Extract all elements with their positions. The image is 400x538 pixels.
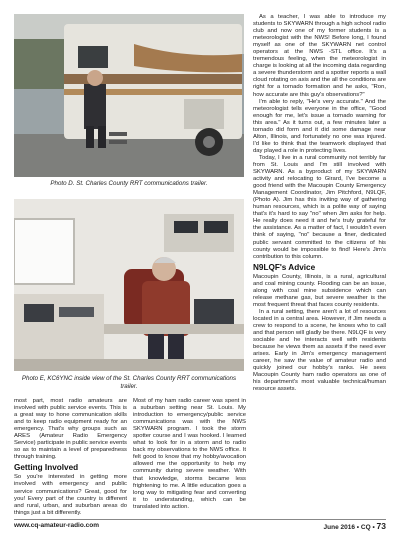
middle-paragraph-1: Most of my ham radio career was spent in a suburban setting near St. Louis. My introduction to emergency/public service communications was with the NWS SKYWARN program. I took the storm spotter course and I was hooked. I learned what to look for in a storm and to radio back my observations to the NWS office. It felt good to know that my hobby/avocation allowed me the opportunity to help my community during severe weather. With that knowledge, storms became less frightening to me. A little education goes a long way to mitigating fear and converting it to understanding, which can be translated into action. [133,398,246,510]
footer-divider [14,519,386,520]
right-paragraph-1: As a teacher, I was able to introduce my students to SKYWARN through a high school radio club and now one of my former students is a meteorologist with the NWS! Before long, I found myself as one of the SKYWARN net control operators at the NWS -STL office. It's a tremendous feeling, when the meteorologist in charge is looking at all the incoming data regarding a severe thunderstorm and a spotter reports a wall cloud rotating on axis and the all the conditions are right for a tornado formation and he asks, "Ron, how accurate are this guy's observations?" [253,14,386,98]
footer-magazine: CQ [360,524,371,531]
page-number: 73 [376,521,386,531]
left-paragraph-1: most part, most radio amateurs are involved with public service events. This is a great way to hone communication skills and to keep radio equipment ready for an emergency. That's why groups such as ARES (Amateur Radio Emergency Service) participate in public service events so as to maintain a level of preparedness through training. [14,398,127,461]
left-paragraph-2: So you're interested in getting more involved with emergency and public service communications? Great, good for you! Every part of the country is different and rural, urban, and suburban areas do things just a bit differently. [14,474,127,516]
left-column [14,398,127,517]
heading-n9lqf-advice: N9LQF's Advice [253,262,316,272]
trailer-exterior-image [14,14,244,177]
footer-date: June 2016 [323,524,355,531]
heading-getting-involved: Getting Involved [14,463,79,473]
right-column [253,14,386,393]
trailer-interior-image [14,199,244,371]
right-paragraph-4: Macoupin County, Illinois, is a rural, agricultural and coal mining county. Flooding can be an issue, along with coal mine subsidence which can release methane gas, but severe weather is the most frequent threat that faces county residents. [253,273,386,308]
photo-e-interior [14,199,244,371]
photo-d-trailer [14,14,244,177]
footer-bullet-1: • [356,524,360,531]
footer-folio [324,521,386,531]
middle-column [133,398,246,511]
right-paragraph-5: In a rural setting, there aren't a lot of resources located in a central area. However, if Jim needs a crew to respond to a scene, he knows who to call and that person will gladly be there. N9LQF is very sociable and he interacts well with residents because he views them as assets if the need ever arises. Early in Jim's emergency management career, he saw the value of amateur radio and quickly joined our hobby's ranks. He sees Macoupin County ham radio operators as one of his department's most valuable technical/human resource assets. [253,308,386,393]
photo-d-caption: Photo D. St. Charles County RRT communications trailer. [50,180,208,187]
footer-website-link[interactable]: www.cq-amateur-radio.com [14,522,99,529]
photo-e-caption: Photo E, KC6YNC inside view of the St. Charles County RRT communications trailer. [21,375,237,390]
right-paragraph-2: I'm able to reply, "He's very accurate." And the meteorologist tells everyone in the office, "Good enough for me, let's issue a tornado warning for this area." As it turns out, a few minutes later a tornado did form and it did some damage near Alton, Illinois, and fortunately no one was injured. I'd like to think that the teamwork displayed that day played a role in protecting lives. [253,98,386,154]
footer-bullet-2: • [372,524,375,531]
right-paragraph-3: Today, I live in a rural community not terribly far from St. Louis and I'm still involved with SKYWARN. As a byproduct of my SKYWARN activity and relocating to Girard, I've become a good friend with the Macoupin County Emergency Management Coordinator, Jim Pitchford, N9LQF, (Photo A). Jim has this inviting way of gathering human resources, which is a polite way of saying that's it's hard to say "no" when Jim asks for help. He really does need it and he's truly grateful for the assistance. As a matter of fact, I wouldn't even think of saying, "no" because a finer, dedicated public servant committed to the citizens of his county would be impossible to find! Here's Jim's contribution to this column. [253,154,386,260]
